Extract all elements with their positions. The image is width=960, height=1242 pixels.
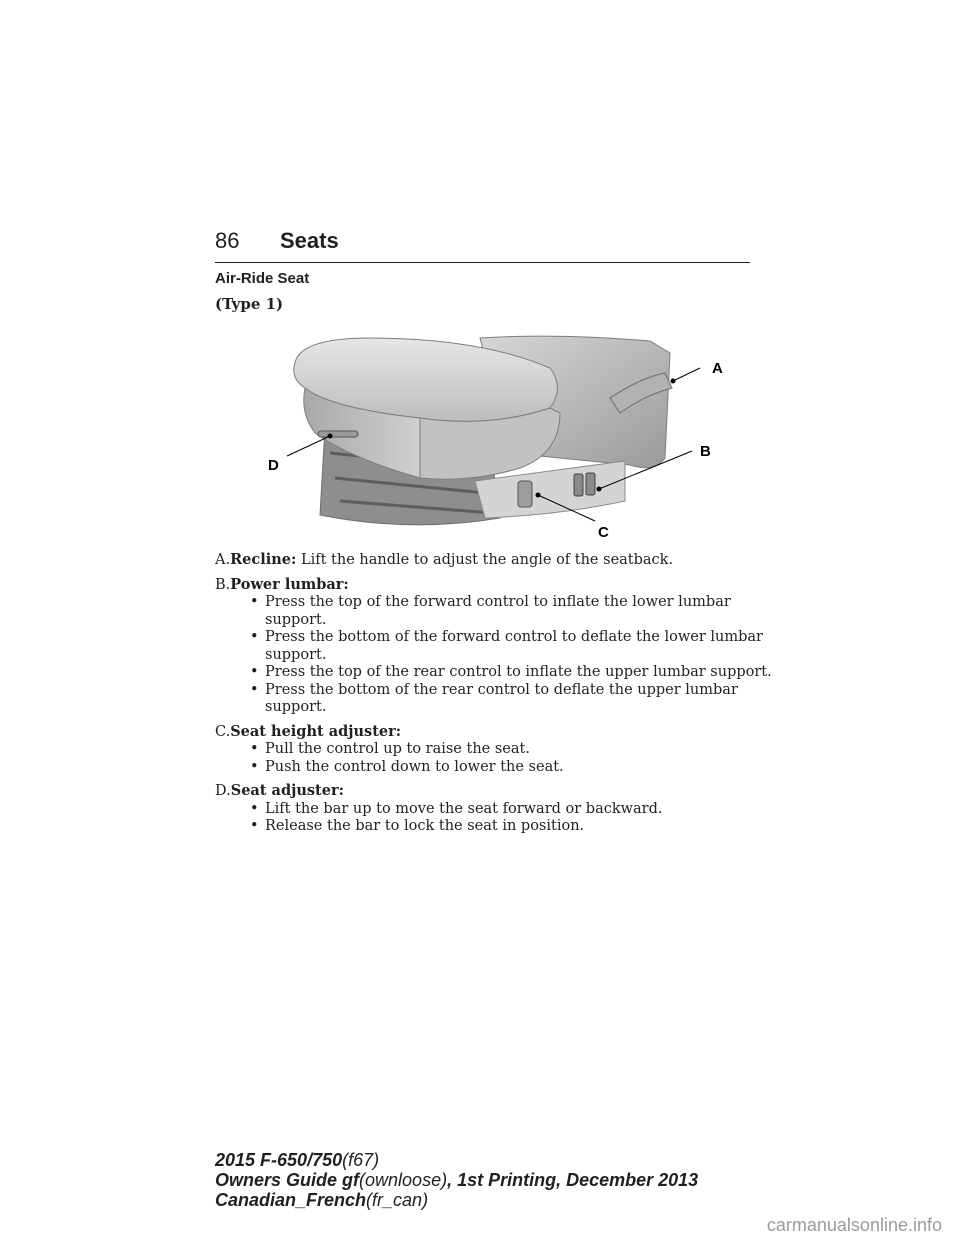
page-number: 86 — [215, 228, 240, 253]
seat-illustration — [260, 333, 730, 543]
subsection-title: Air-Ride Seat — [215, 270, 310, 287]
list-item: • Press the top of the rear control to inflate the upper lumbar support. — [250, 664, 772, 680]
list-item: • Press the top of the forward control to inflate the lower lumbar support. — [250, 594, 731, 628]
section-title: Seats — [280, 228, 339, 253]
document-footer: 2015 F-650/750(f67) Owners Guide gf(ownloose), 1st Printing, December 2013 Canadian_French(fr_can) — [215, 1150, 699, 1210]
instructions — [215, 551, 775, 842]
list-item: • Press the bottom of the rear control to deflate the upper lumbar support. — [250, 681, 738, 715]
page-header — [215, 228, 750, 263]
item-a-text: Lift the handle to adjust the angle of the seatback. — [300, 552, 674, 568]
item-c: C.Seat height adjuster: • Pull the control up to raise the seat. • Push the control down to lower the seat. — [215, 723, 775, 777]
callout-b: B — [700, 443, 711, 460]
callout-a: A — [712, 360, 723, 377]
item-b-label: Power lumbar: — [230, 575, 349, 593]
item-d-label: Seat adjuster: — [230, 782, 344, 799]
item-c-label: Seat height adjuster: — [230, 722, 402, 740]
lumbar-control-rear — [586, 473, 595, 495]
seat-adjuster-bar — [318, 431, 358, 437]
lumbar-control-front — [574, 474, 583, 496]
callout-c: C — [598, 524, 609, 541]
callout-d: D — [268, 457, 279, 474]
watermark: carmanualsonline.info — [766, 1215, 942, 1235]
item-b: B.Power lumbar: • Press the top of the forward control to inflate the lower lumbar support. • Press the bottom of the forward control to deflate the lower lumbar support. • Press the top of the rear control to inflate the upper lumbar support. • Press the bottom of the rear control to deflate the upper lumbar support. — [215, 576, 775, 717]
item-a: A.Recline: Lift the handle to adjust the angle of the seatback. — [215, 551, 674, 568]
list-item: • Pull the control up to raise the seat. — [250, 741, 530, 757]
height-control — [518, 481, 532, 507]
item-d: D.Seat adjuster: • Lift the bar up to move the seat forward or backward. • Release the bar to lock the seat in position. — [215, 782, 775, 836]
item-a-label: Recline: — [230, 551, 297, 568]
list-item: • Release the bar to lock the seat in position. — [250, 818, 585, 834]
type-label: (Type 1) — [215, 295, 284, 313]
list-item: • Lift the bar up to move the seat forward or backward. — [250, 800, 663, 817]
list-item: • Press the bottom of the forward control to deflate the lower lumbar support. — [250, 629, 763, 663]
list-item: • Push the control down to lower the seat. — [250, 758, 564, 775]
